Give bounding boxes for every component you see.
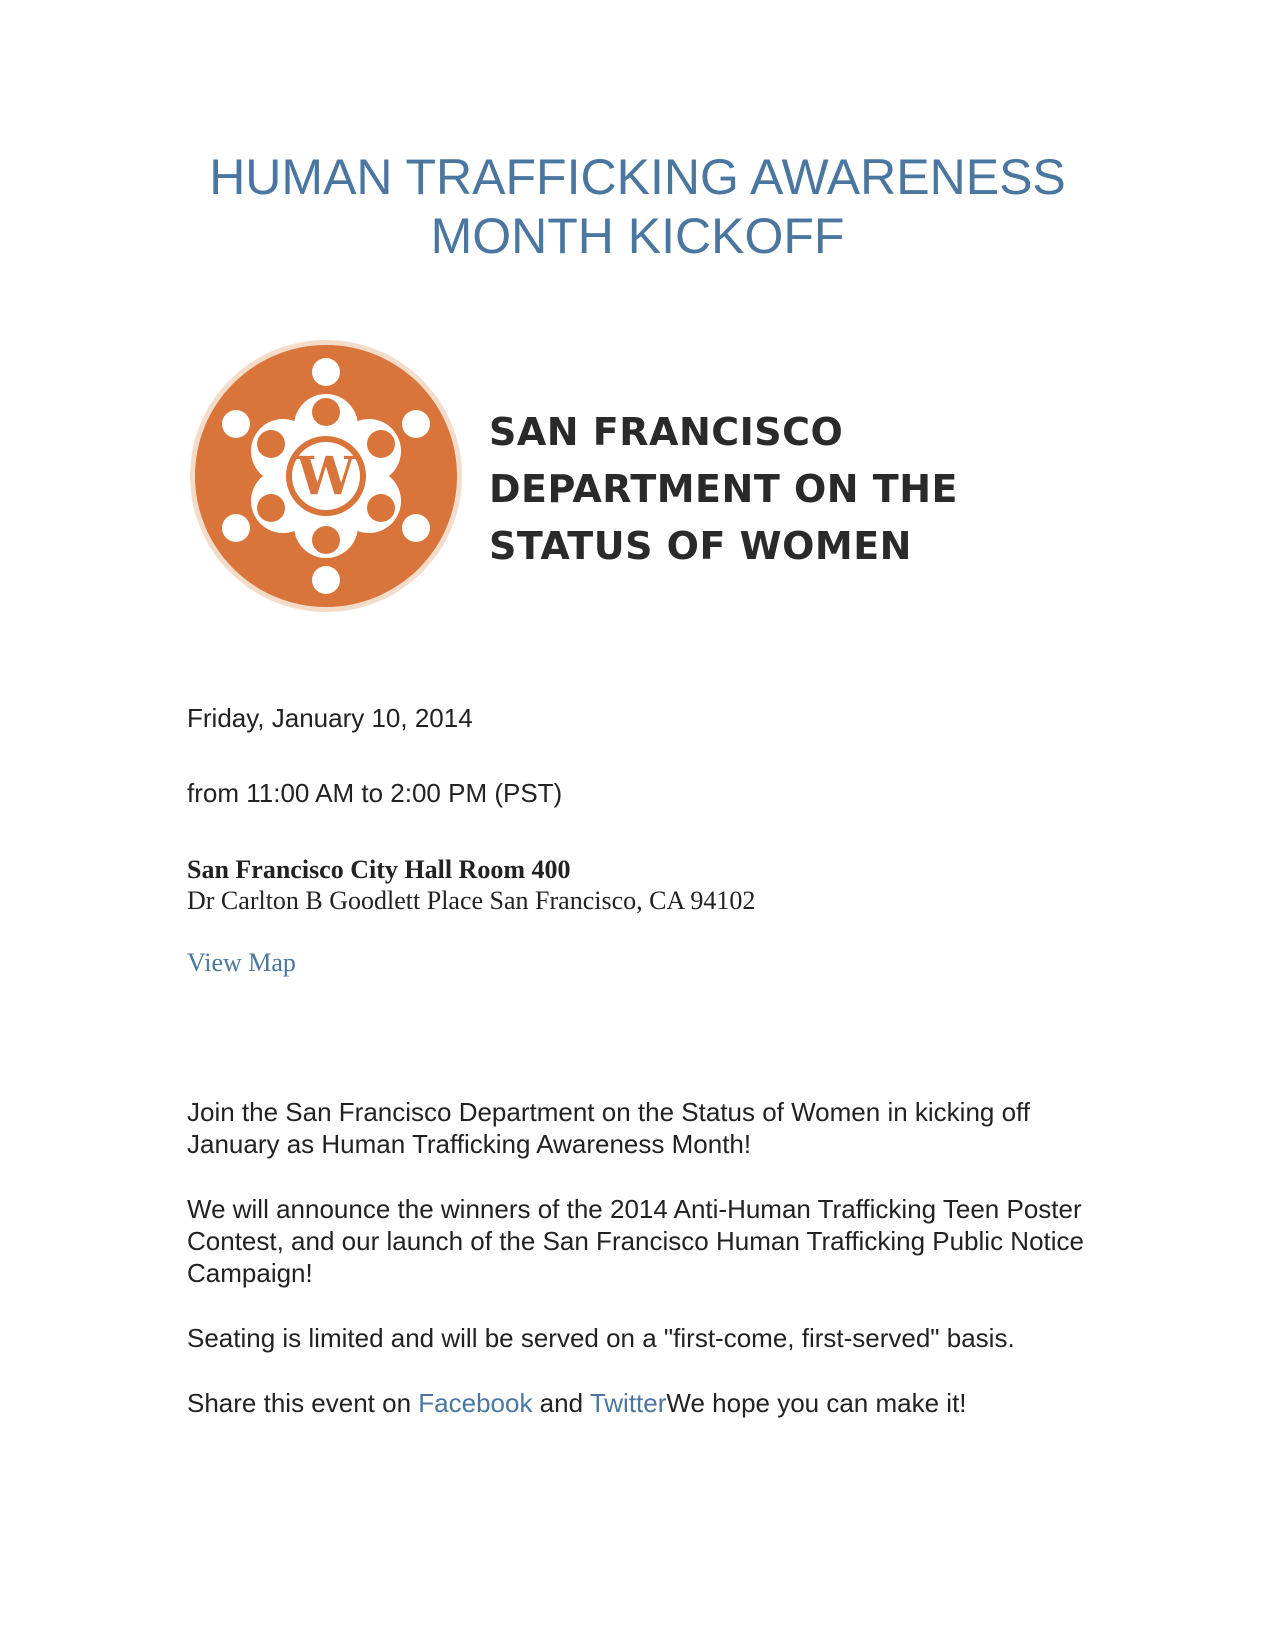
organization-name-line-3: STATUS OF WOMEN [489,524,912,568]
page-title-line-2: MONTH KICKOFF [430,208,845,264]
seating-paragraph: Seating is limited and will be served on a "first-come, first-served" basis. [187,1323,1015,1353]
event-time: from 11:00 AM to 2:00 PM (PST) [187,778,563,808]
seal-letter: W [296,446,356,507]
organization-name [489,404,958,575]
organization-name-line-2: DEPARTMENT ON THE [489,467,958,511]
share-prefix: Share this event on [187,1388,419,1418]
event-date: Friday, January 10, 2014 [187,703,473,733]
venue-address: Dr Carlton B Goodlett Place San Francisco, CA 94102 [187,886,756,915]
share-and: and [532,1388,590,1418]
facebook-link[interactable]: Facebook [418,1388,533,1418]
share-paragraph [187,1387,1087,1419]
status-of-women-seal-icon [188,338,464,614]
twitter-link[interactable]: Twitter [589,1388,667,1418]
venue-name: San Francisco City Hall Room 400 [187,855,571,884]
page-title-line-1: HUMAN TRAFFICKING AWARENESS [209,149,1066,205]
page-title [0,148,1275,266]
share-suffix: We hope you can make it! [666,1388,967,1418]
announcement-paragraph: We will announce the winners of the 2014 Anti-Human Trafficking Teen Poster Contest, and our launch of the San Francisco Human Trafficking Public Notice Campaign! [187,1194,1084,1288]
organization-name-line-1: SAN FRANCISCO [489,410,844,454]
organization-logo [188,338,958,628]
intro-paragraph: Join the San Francisco Department on the Status of Women in kicking off January as Human Trafficking Awareness Month! [187,1097,1031,1159]
view-map-link[interactable]: View Map [187,948,296,977]
